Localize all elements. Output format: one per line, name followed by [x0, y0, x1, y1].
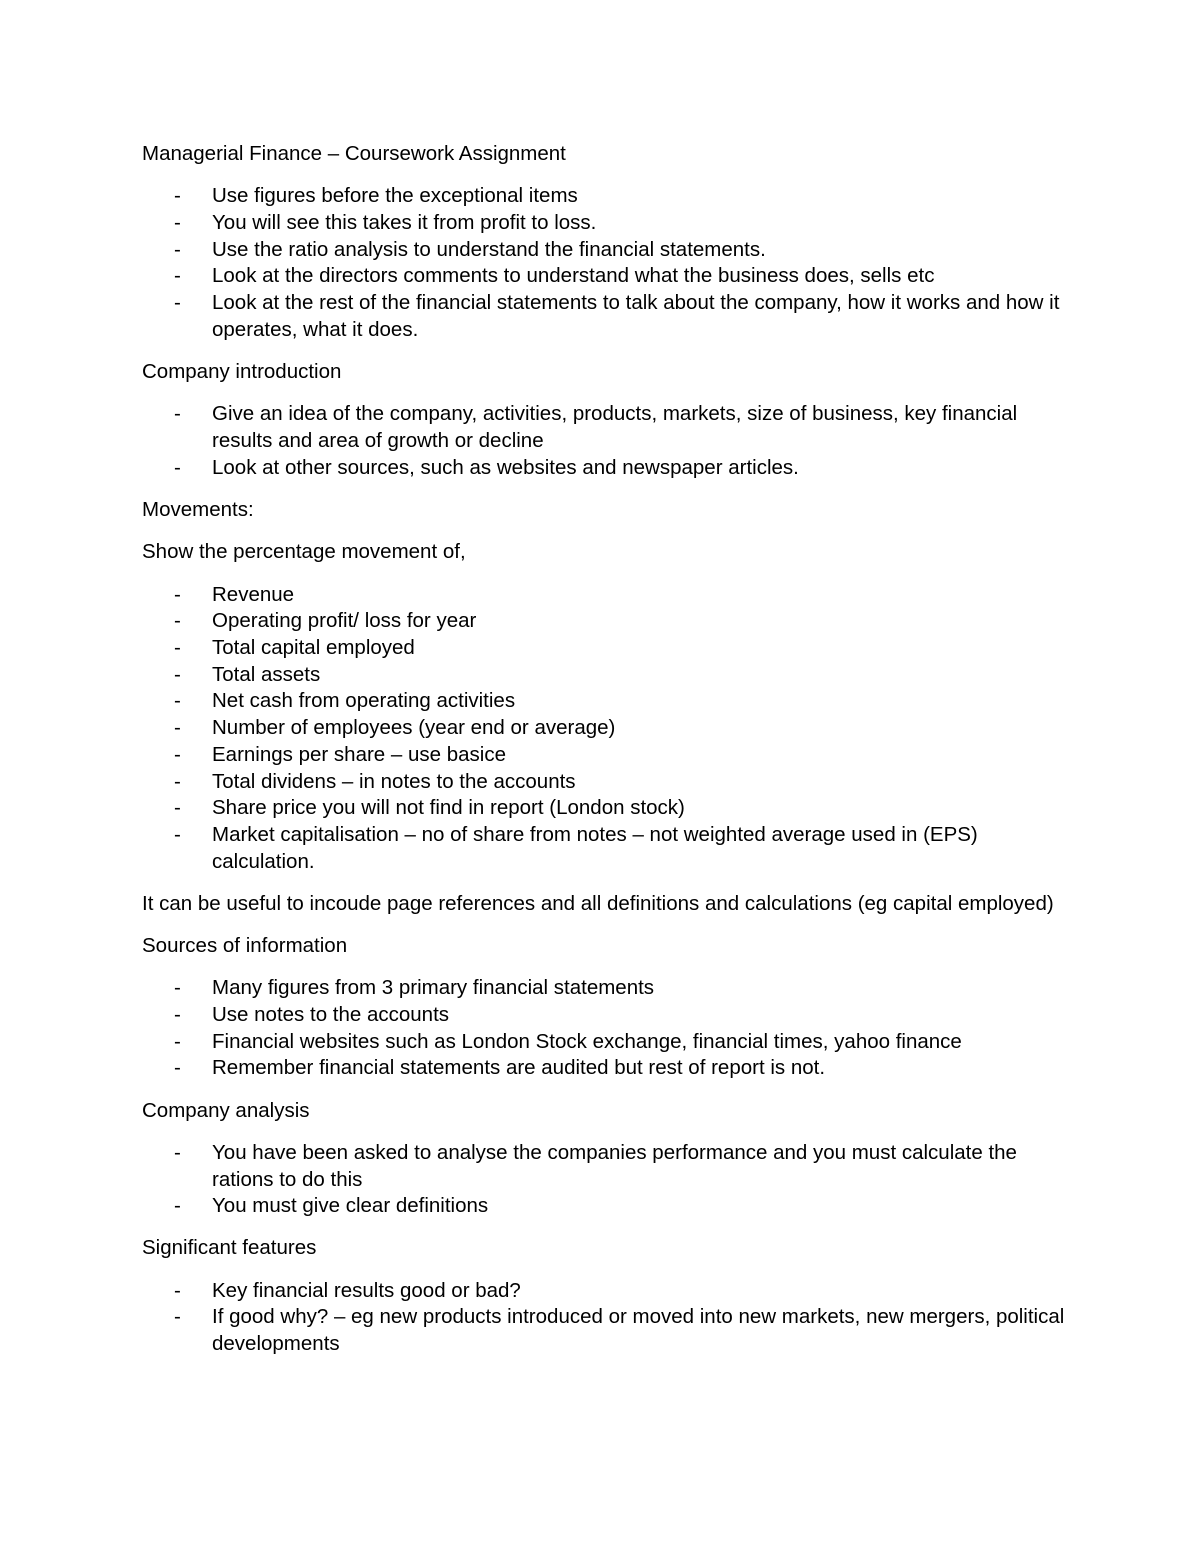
list-item: [142, 1029, 1072, 1056]
bullet-marker: -: [174, 455, 181, 479]
list-item-text: Look at other sources, such as websites and newspaper articles.: [212, 455, 799, 479]
bullet-marker: -: [174, 237, 181, 261]
section-heading-company-introduction: Company introduction: [142, 359, 342, 383]
list-item-text: Give an idea of the company, activities, products, markets, size of business, key financial results and area of growth or decline: [212, 402, 1018, 452]
list-item: [142, 1002, 1072, 1029]
bullet-marker: -: [174, 716, 181, 740]
section-heading-significant-features: Significant features: [142, 1236, 317, 1260]
bullet-marker: -: [174, 662, 181, 686]
list-item: [142, 635, 1072, 662]
list-item: [142, 401, 1072, 454]
list-item: [142, 975, 1072, 1002]
list-item-text: Use the ratio analysis to understand the financial statements.: [212, 237, 766, 261]
section-heading-movements: Movements:: [142, 497, 254, 521]
bullet-marker: -: [174, 636, 181, 660]
list-item-text: Use notes to the accounts: [212, 1002, 450, 1026]
list-item-text: Share price you will not find in report (London stock): [212, 796, 685, 820]
list-item: [142, 769, 1072, 796]
list-item-text: Look at the directors comments to understand what the business does, sells etc: [212, 264, 935, 288]
bullet-marker: -: [174, 1056, 181, 1080]
list-item: [142, 688, 1072, 715]
list-item-text: Many figures from 3 primary financial statements: [212, 976, 655, 1000]
list-item: [142, 822, 1072, 875]
list-item-text: Number of employees (year end or average): [212, 716, 616, 740]
list-item-text: Earnings per share – use basice: [212, 742, 507, 766]
document-title: Managerial Finance – Coursework Assignment: [142, 142, 566, 165]
bullet-marker: -: [174, 1305, 181, 1329]
section-heading-sources: Sources of information: [142, 934, 348, 958]
list-item: [142, 237, 1072, 264]
list-item: [142, 263, 1072, 290]
list-item-text: Net cash from operating activities: [212, 689, 516, 713]
list-item-text: Revenue: [212, 582, 295, 606]
bullet-marker: -: [174, 822, 181, 846]
company-analysis-bullet-list: [142, 1140, 1072, 1220]
list-item: [142, 1278, 1072, 1305]
section-heading-company-analysis: Company analysis: [142, 1098, 310, 1122]
list-item-text: Key financial results good or bad?: [212, 1278, 521, 1302]
bullet-marker: -: [174, 1278, 181, 1302]
company-intro-bullet-list: [142, 401, 1072, 481]
list-item: [142, 455, 1072, 482]
list-item-text: Total capital employed: [212, 636, 415, 660]
list-item-text: If good why? – eg new products introduced or moved into new markets, new mergers, political developments: [212, 1305, 1065, 1356]
sources-bullet-list: [142, 975, 1072, 1082]
intro-bullet-list: [142, 183, 1072, 343]
list-item: [142, 582, 1072, 609]
movements-lead-text: Show the percentage movement of,: [142, 539, 466, 563]
bullet-marker: -: [174, 742, 181, 766]
bullet-marker: -: [174, 976, 181, 1000]
bullet-marker: -: [174, 402, 181, 426]
list-item: [142, 608, 1072, 635]
list-item-text: Total dividens – in notes to the accounts: [212, 769, 576, 793]
bullet-marker: -: [174, 1029, 181, 1053]
list-item: [142, 1055, 1072, 1082]
list-item: [142, 210, 1072, 237]
bullet-marker: -: [174, 609, 181, 633]
list-item-text: Financial websites such as London Stock exchange, financial times, yahoo finance: [212, 1029, 962, 1053]
bullet-marker: -: [174, 184, 181, 208]
bullet-marker: -: [174, 291, 181, 315]
movements-bullet-list: [142, 582, 1072, 876]
list-item-text: Market capitalisation – no of share from notes – not weighted average used in (EPS) calculation.: [212, 822, 978, 873]
list-item-text: Use figures before the exceptional items: [212, 184, 578, 208]
bullet-marker: -: [174, 796, 181, 820]
bullet-marker: -: [174, 210, 181, 234]
bullet-marker: -: [174, 769, 181, 793]
list-item: [142, 715, 1072, 742]
bullet-marker: -: [174, 1194, 181, 1218]
list-item-text: Look at the rest of the financial statements to talk about the company, how it works and how it operates, what it does.: [212, 291, 1060, 341]
list-item-text: You have been asked to analyse the companies performance and you must calculate the rations to do this: [212, 1140, 1017, 1191]
significant-features-bullet-list: [142, 1278, 1072, 1358]
list-item-text: Remember financial statements are audited but rest of report is not.: [212, 1056, 826, 1080]
list-item: [142, 183, 1072, 210]
bullet-marker: -: [174, 582, 181, 606]
list-item-text: You will see this takes it from profit to loss.: [212, 210, 597, 234]
list-item: [142, 1304, 1072, 1357]
list-item-text: Operating profit/ loss for year: [212, 609, 477, 633]
document-page: [142, 141, 1072, 1373]
bullet-marker: -: [174, 264, 181, 288]
list-item-text: You must give clear definitions: [212, 1194, 489, 1218]
list-item-text: Total assets: [212, 662, 321, 686]
bullet-marker: -: [174, 689, 181, 713]
bullet-marker: -: [174, 1140, 181, 1164]
list-item: [142, 290, 1072, 343]
bullet-marker: -: [174, 1002, 181, 1026]
list-item: [142, 662, 1072, 689]
list-item: [142, 742, 1072, 769]
list-item: [142, 795, 1072, 822]
movements-note-text: It can be useful to incoude page references and all definitions and calculations (eg capital employed): [142, 891, 1054, 915]
list-item: [142, 1193, 1072, 1220]
list-item: [142, 1140, 1072, 1193]
